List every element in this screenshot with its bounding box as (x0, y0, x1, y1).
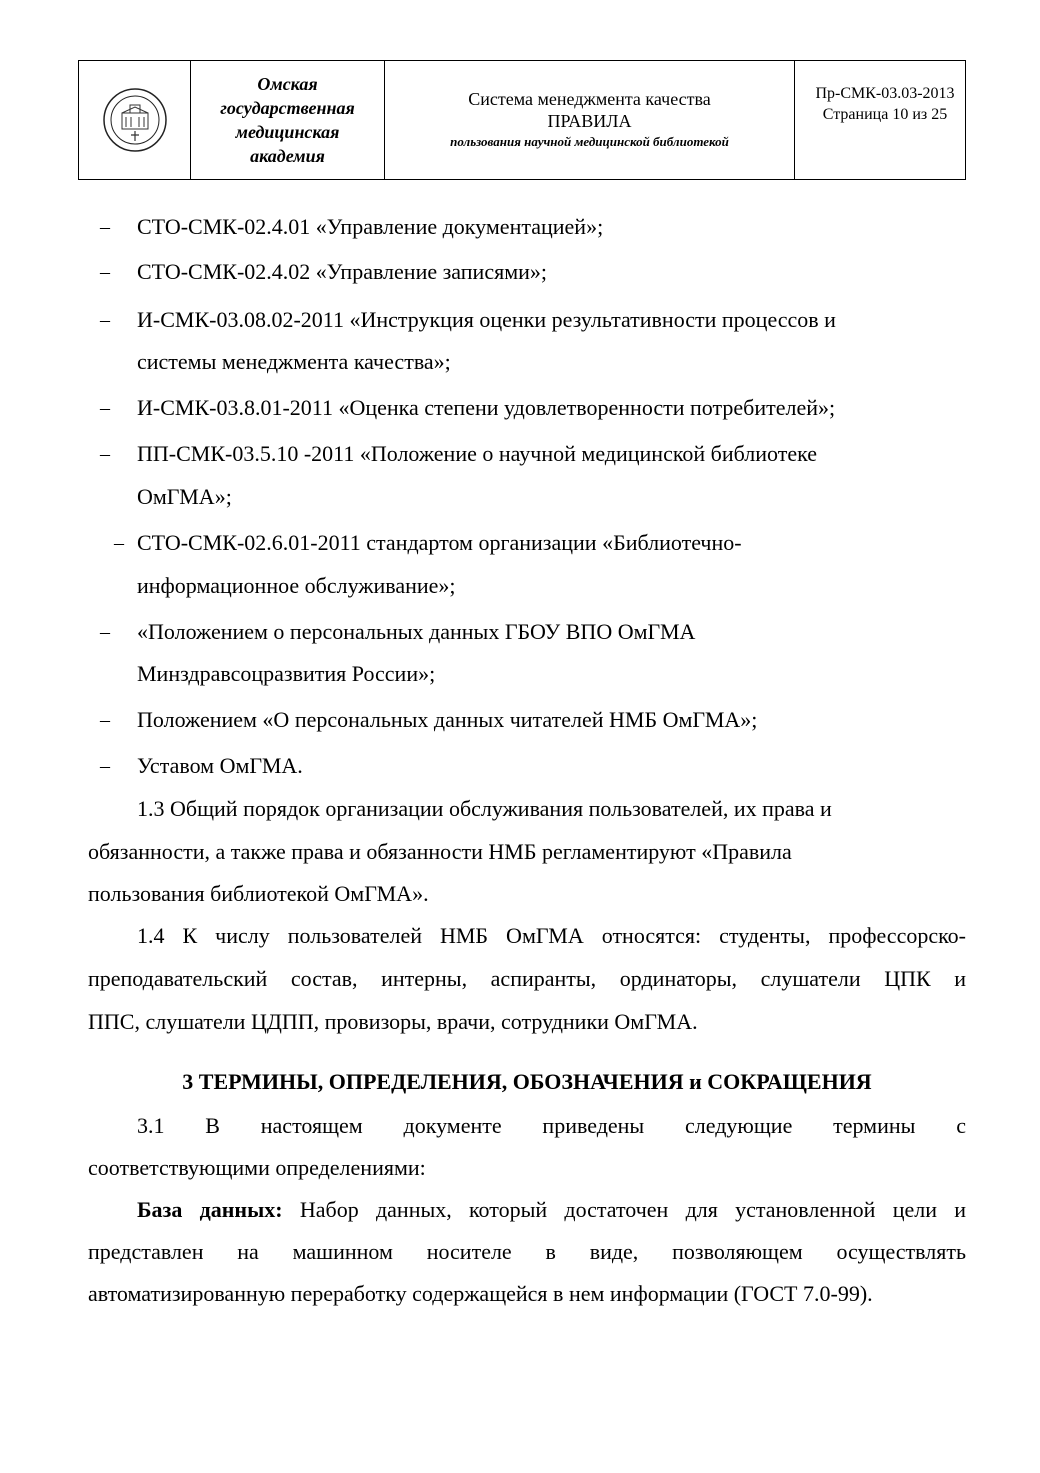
academy-seal-icon (102, 87, 168, 153)
page-number: Страница 10 из 25 (822, 106, 948, 123)
document-subtitle: пользования научной медицинской библиотекой (450, 134, 729, 149)
definition-text: Набор данных, который достаточен для установленной цели и (282, 1197, 967, 1222)
organization-name-line: Омская (257, 74, 318, 94)
paragraph-line: 1.3 Общий порядок организации обслуживания пользователей, их права и (137, 796, 832, 821)
list-item: СТО-СМК-02.6.01-2011 стандартом организации «Библиотечно- (137, 530, 742, 555)
document-code: Пр-СМК-03.03-2013 (815, 85, 955, 102)
list-item: Уставом ОмГМА. (137, 753, 303, 778)
list-dash: – (100, 216, 110, 238)
list-dash: – (100, 621, 110, 643)
list-item: СТО-СМК-02.4.02 «Управление записями»; (137, 259, 548, 284)
list-item: СТО-СМК-02.4.01 «Управление документацией»; (137, 214, 604, 239)
organization-name-line: медицинская (235, 122, 340, 142)
list-dash: – (100, 709, 110, 731)
list-item-continued: Минздравсоцразвития России»; (137, 661, 436, 686)
document-type: ПРАВИЛА (547, 111, 632, 131)
list-item: И-СМК-03.8.01-2011 «Оценка степени удовлетворенности потребителей»; (137, 395, 836, 420)
system-cell (385, 61, 795, 180)
paragraph-line: пользования библиотекой ОмГМА». (88, 881, 429, 906)
list-dash: – (100, 755, 110, 777)
section-heading: 3 ТЕРМИНЫ, ОПРЕДЕЛЕНИЯ, ОБОЗНАЧЕНИЯ и СОКРАЩЕНИЯ (182, 1069, 872, 1094)
logo-cell (79, 61, 191, 180)
definition-line (137, 1196, 966, 1224)
list-dash: – (100, 261, 110, 283)
organization-cell (191, 61, 385, 180)
list-dash: – (100, 443, 110, 465)
definition-line: представлен на машинном носителе в виде, позволяющем осуществлять (88, 1239, 966, 1264)
paragraph-line: соответствующими определениями: (88, 1155, 426, 1180)
paragraph-line: обязанности, а также права и обязанности НМБ регламентируют «Правила (88, 839, 792, 864)
list-item: И-СМК-03.08.02-2011 «Инструкция оценки результативности процессов и (137, 307, 836, 332)
paragraph-line: 3.1 В настоящем документе приведены следующие термины с (137, 1113, 966, 1138)
definition-term: База данных: (137, 1197, 283, 1222)
code-cell (795, 61, 966, 180)
list-item: ПП-СМК-03.5.10 -2011 «Положение о научной медицинской библиотеке (137, 441, 818, 466)
list-item: Положением «О персональных данных читателей НМБ ОмГМА»; (137, 707, 758, 732)
paragraph-line: преподавательский состав, интерны, аспиранты, ординаторы, слушатели ЦПК и (88, 966, 966, 991)
list-dash: – (100, 397, 110, 419)
list-dash: – (100, 309, 110, 331)
list-item-continued: информационное обслуживание»; (137, 573, 456, 598)
paragraph-line: ППС, слушатели ЦДПП, провизоры, врачи, сотрудники ОмГМА. (88, 1009, 698, 1034)
paragraph-line: 1.4 К числу пользователей НМБ ОмГМА относятся: студенты, профессорско- (137, 923, 966, 948)
document-header (78, 60, 966, 180)
list-dash: – (114, 532, 124, 554)
list-item-continued: ОмГМА»; (137, 484, 232, 509)
definition-line: автоматизированную переработку содержащейся в нем информации (ГОСТ 7.0-99). (88, 1281, 873, 1306)
organization-name-line: государственная (220, 98, 355, 118)
list-item-continued: системы менеджмента качества»; (137, 349, 451, 374)
system-title: Система менеджмента качества (468, 89, 711, 109)
organization-name-line: академия (250, 146, 325, 166)
list-item: «Положением о персональных данных ГБОУ ВПО ОмГМА (137, 619, 696, 644)
